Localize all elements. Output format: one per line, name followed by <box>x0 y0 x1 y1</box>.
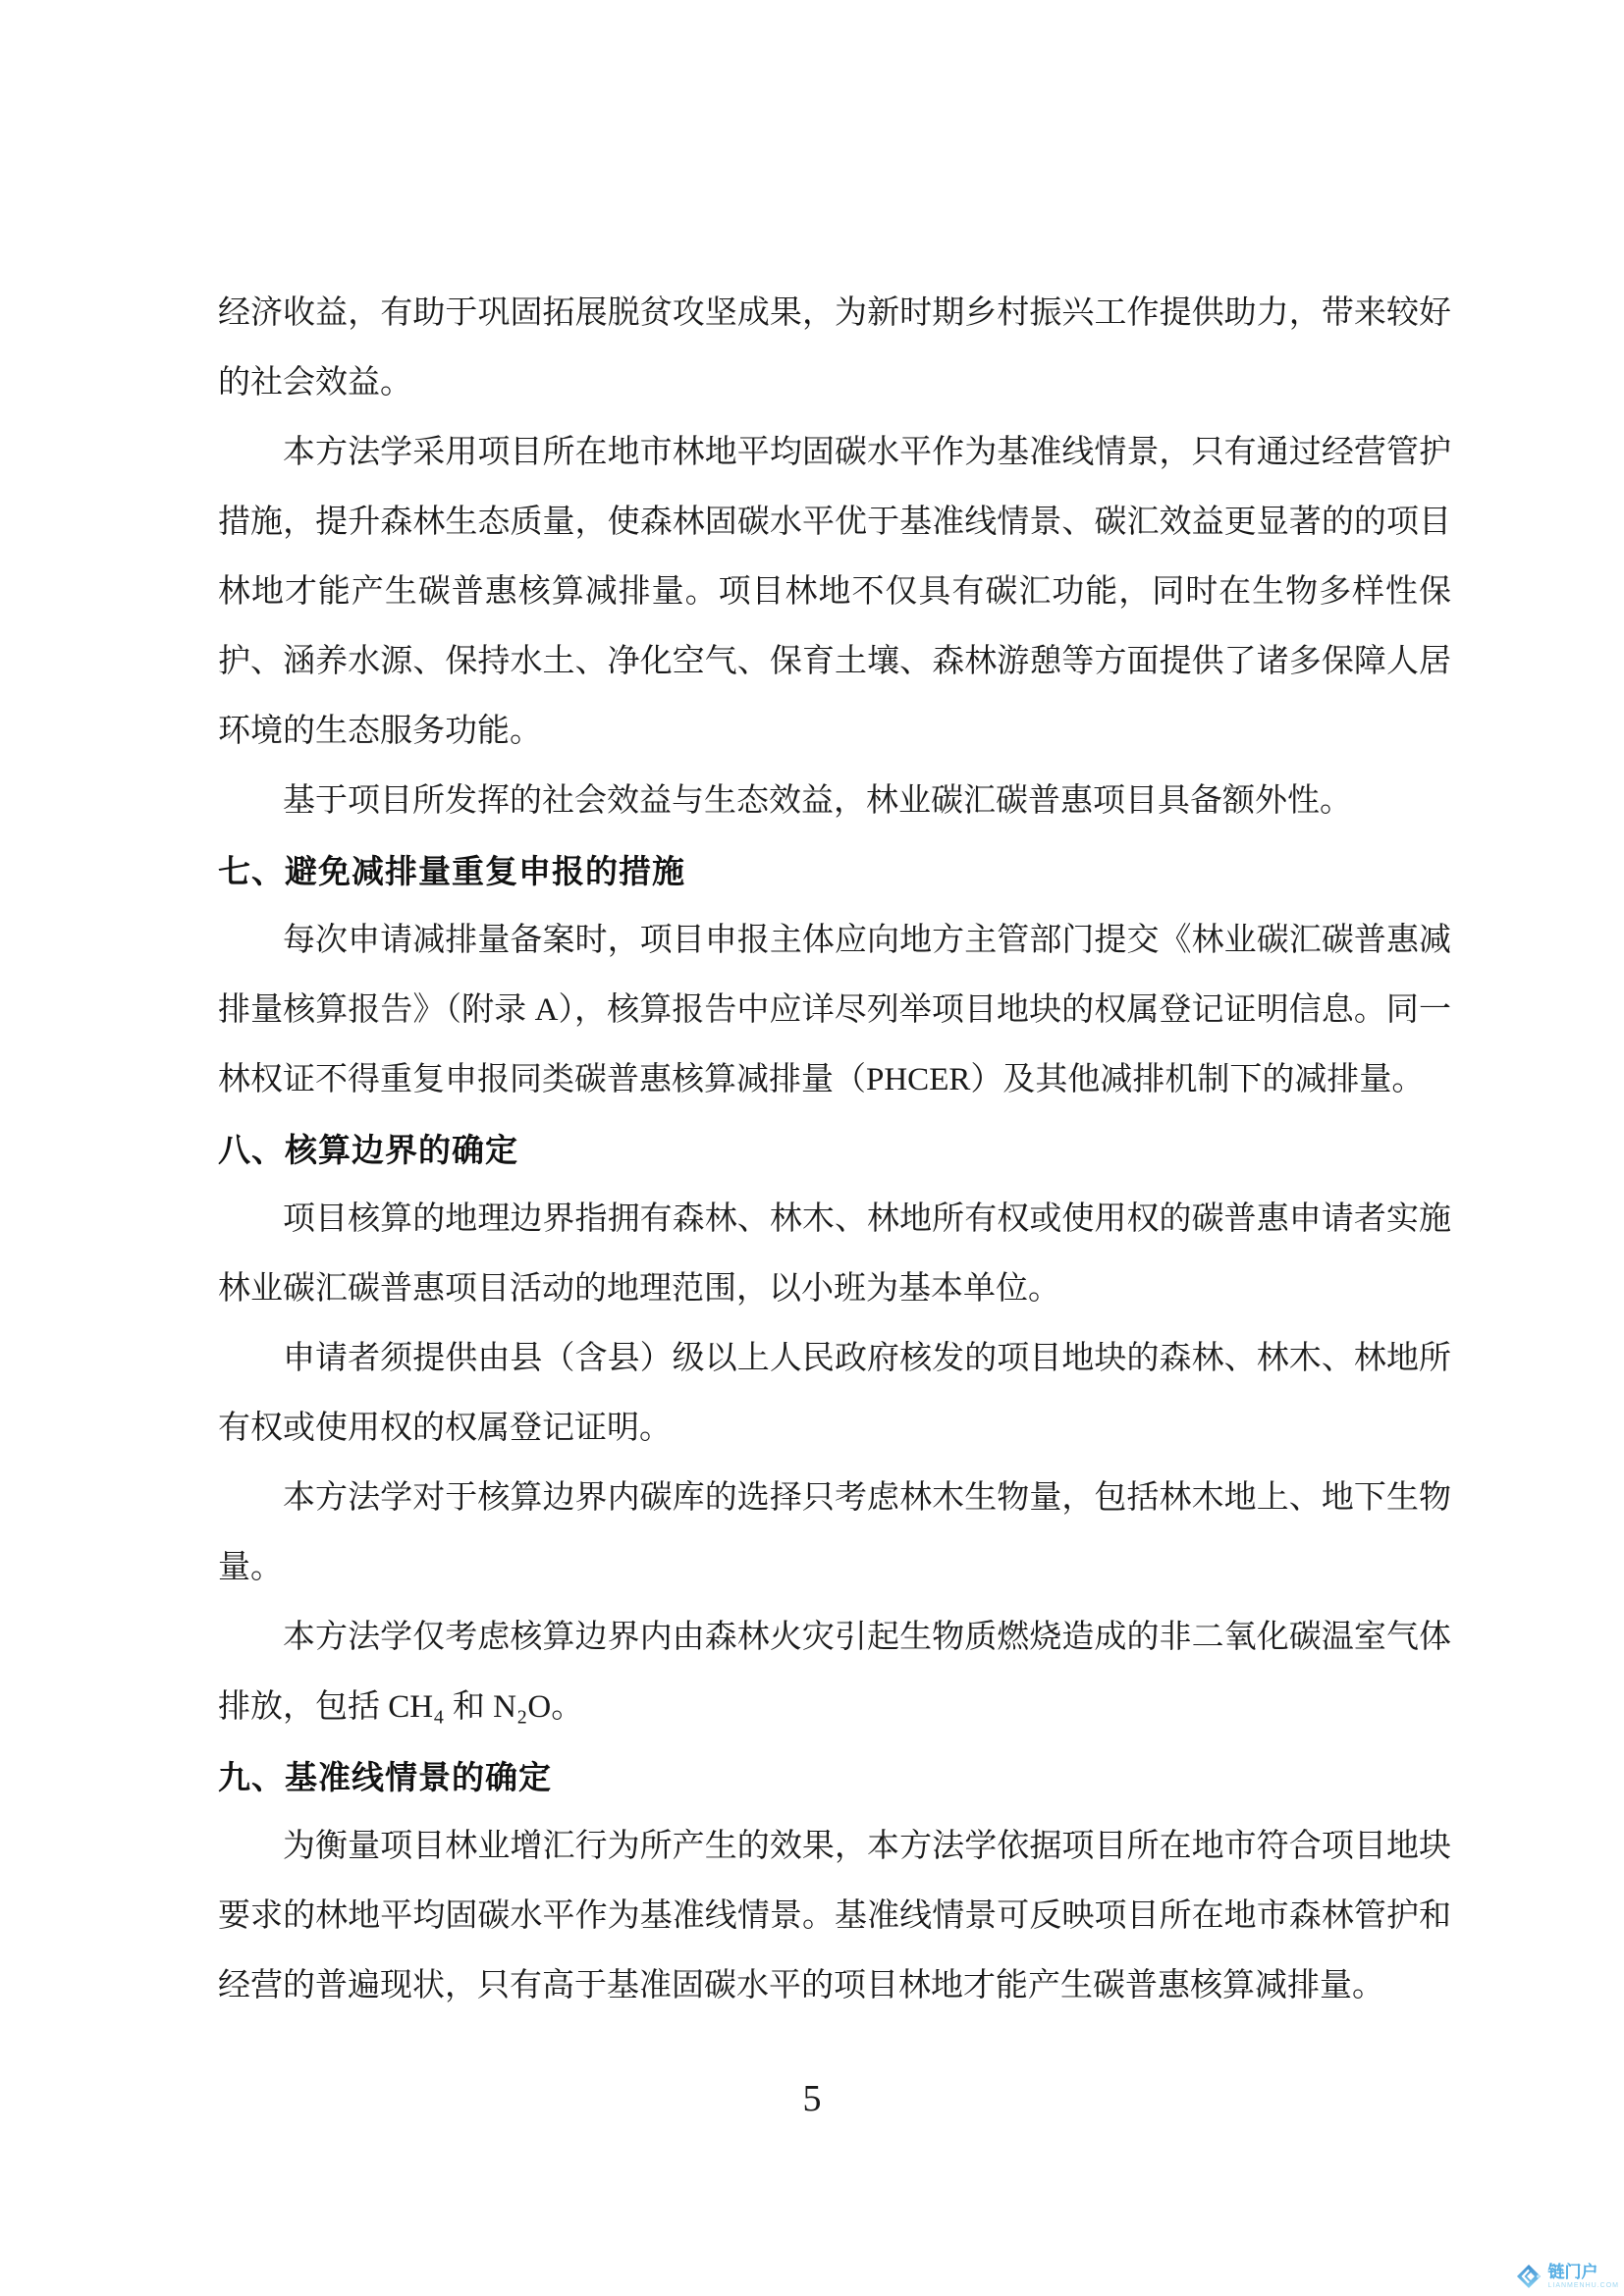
section-heading: 九、基准线情景的确定 <box>218 1759 552 1795</box>
section-heading: 七、避免减排量重复申报的措施 <box>218 853 685 889</box>
watermark-text <box>1547 2264 1619 2290</box>
lianmenhu-logo-icon <box>1514 2262 1543 2291</box>
paragraph: 基于项目所发挥的社会效益与生态效益，林业碳汇碳普惠项目具备额外性。 <box>283 783 1352 819</box>
watermark <box>1514 2262 1619 2291</box>
section-heading: 八、核算边界的确定 <box>218 1132 518 1168</box>
paragraph: 申请者须提供由县（含县）级以上人民政府核发的项目地块的森林、林木、林地所有权或使用权的权属登记证明。 <box>218 1341 1451 1446</box>
paragraph: 项目核算的地理边界指拥有森林、林木、林地所有权或使用权的碳普惠申请者实施林业碳汇碳普惠项目活动的地理范围，以小班为基本单位。 <box>218 1201 1451 1307</box>
paragraph: 经济收益，有助于巩固拓展脱贫攻坚成果，为新时期乡村振兴工作提供助力，带来较好的社会效益。 <box>218 295 1451 400</box>
page-number: 5 <box>802 2078 822 2119</box>
paragraph: 为衡量项目林业增汇行为所产生的效果，本方法学依据项目所在地市符合项目地块要求的林地平均固碳水平作为基准线情景。基准线情景可反映项目所在地市森林管护和经营的普遍现状，只有高于基准固碳水平的项目林地才能产生碳普惠核算减排量。 <box>218 1829 1451 2003</box>
watermark-title: 链门户 <box>1547 2264 1619 2281</box>
paragraph: 本方法学仅考虑核算边界内由森林火灾引起生物质燃烧造成的非二氧化碳温室气体排放，包括 CH₄ 和 N₂O。 <box>218 1620 1451 1725</box>
paragraph: 本方法学对于核算边界内碳库的选择只考虑林木生物量，包括林木地上、地下生物量。 <box>218 1480 1451 1585</box>
paragraph: 本方法学采用项目所在地市林地平均固碳水平作为基准线情景，只有通过经营管护措施，提升森林生态质量，使森林固碳水平优于基准线情景、碳汇效益更显著的的项目林地才能产生碳普惠核算减排量。项目林地不仅具有碳汇功能，同时在生物多样性保护、涵养水源、保持水土、净化空气、保育土壤、森林游憩等方面提供了诸多保障人居环境的生态服务功能。 <box>218 435 1451 749</box>
watermark-subtitle: LIANMENHU.COM <box>1547 2281 1619 2289</box>
paragraph: 每次申请减排量备案时，项目申报主体应向地方主管部门提交《林业碳汇碳普惠减排量核算报告》（附录 A），核算报告中应详尽列举项目地块的权属登记证明信息。同一林权证不得重复申报同类碳普惠核算减排量（PHCER）及其他减排机制下的减排量。 <box>218 923 1451 1097</box>
